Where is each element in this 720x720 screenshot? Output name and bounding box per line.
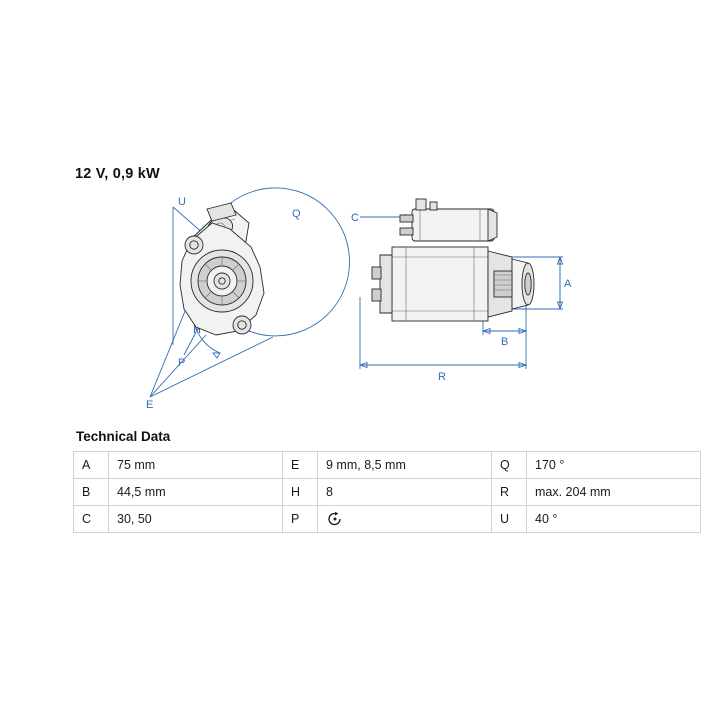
spec-value-e: 9 mm, 8,5 mm [318, 452, 492, 479]
label-B: B [501, 336, 509, 348]
rotation-direction-icon [326, 510, 491, 528]
spec-value-p [318, 506, 492, 533]
spec-value-c: 30, 50 [109, 506, 283, 533]
table-row [74, 452, 701, 479]
spec-key-q: Q [492, 452, 527, 479]
spec-key-b: B [74, 479, 109, 506]
side-view-drawing [351, 199, 572, 383]
spec-key-a: A [74, 452, 109, 479]
label-C: C [351, 212, 359, 224]
spec-value-q: 170 ° [527, 452, 701, 479]
technical-data-table [73, 451, 701, 533]
technical-data-section [73, 425, 647, 533]
spec-key-p: P [283, 506, 318, 533]
technical-drawing [60, 185, 660, 415]
spec-key-u: U [492, 506, 527, 533]
technical-data-heading: Technical Data [76, 429, 171, 444]
label-R: R [438, 371, 446, 383]
spec-value-a: 75 mm [109, 452, 283, 479]
spec-key-r: R [492, 479, 527, 506]
label-Q: Q [292, 208, 301, 220]
table-row [74, 479, 701, 506]
label-U: U [178, 196, 186, 208]
spec-value-r: max. 204 mm [527, 479, 701, 506]
spec-value-u: 40 ° [527, 506, 701, 533]
label-H: H [193, 324, 201, 336]
spec-value-b: 44,5 mm [109, 479, 283, 506]
spec-key-c: C [74, 506, 109, 533]
label-E: E [146, 399, 154, 411]
page-title: 12 V, 0,9 kW [75, 166, 160, 182]
label-A: A [564, 278, 572, 290]
spec-key-h: H [283, 479, 318, 506]
spec-value-h: 8 [318, 479, 492, 506]
front-view-drawing [146, 188, 350, 411]
spec-key-e: E [283, 452, 318, 479]
label-P: P [178, 357, 186, 369]
table-row [74, 506, 701, 533]
